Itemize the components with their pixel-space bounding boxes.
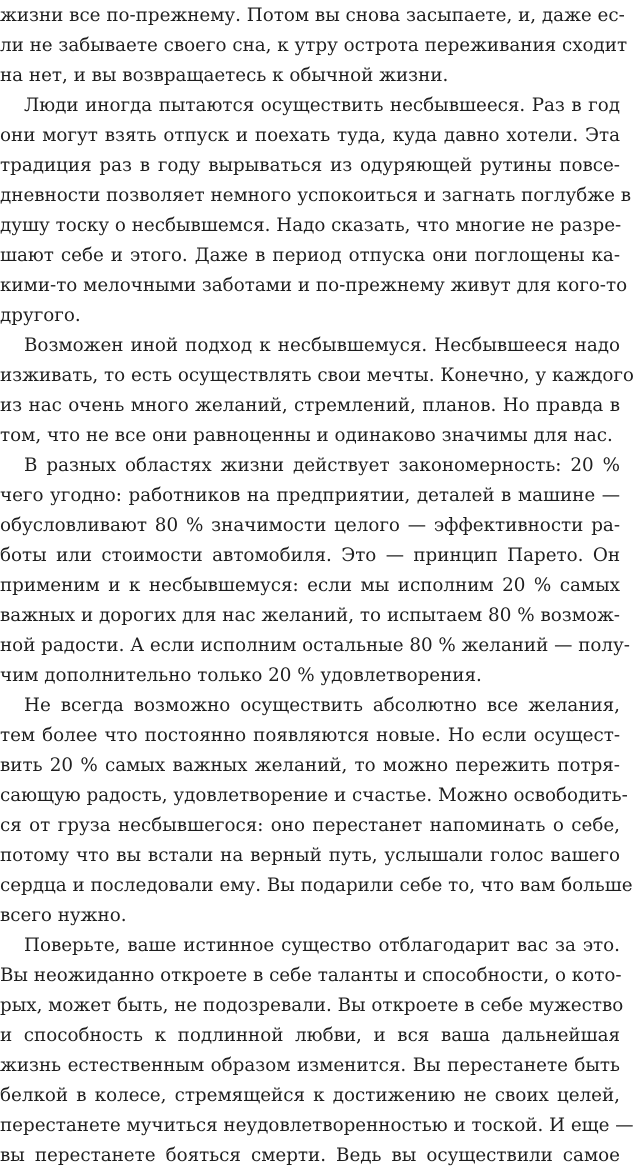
text-line: потому что вы встали на верный путь, услышали голос вашего [0, 845, 620, 866]
text-line: жизнь естественным образом изменится. Вы перестанете быть [0, 1055, 620, 1076]
text-line: рых, может быть, не подозревали. Вы откроете в себе мужество [0, 995, 624, 1016]
text-line: жизни все по-прежнему. Потом вы снова засыпаете, и, даже ес- [0, 5, 625, 26]
text-line: кими-то мелочными заботами и по-прежнему живут для кого-то [0, 275, 628, 296]
text-line: важных и дорогих для нас желаний, то испытаем 80 % возмож- [0, 605, 620, 626]
text-line: сающую радость, удовлетворение и счастье. Можно освободить- [0, 785, 628, 806]
text-line: чим дополнительно только 20 % удовлетворения. [0, 665, 482, 686]
text-line: Поверьте, ваше истинное существо отблагодарит вас за это. [24, 935, 620, 956]
text-line: ся от груза несбывшегося: оно перестанет напоминать о себе, [0, 815, 620, 836]
text-line: обусловливают 80 % значимости целого — эффективности ра- [0, 515, 620, 536]
text-line: Люди иногда пытаются осуществить несбывшееся. Раз в год [24, 95, 620, 116]
text-line: В разных областях жизни действует закономерность: 20 % [24, 455, 620, 476]
text-line: традиция раз в году вырываться из одуряющей рутины повсе- [0, 155, 620, 176]
text-line: том, что не все они равноценны и одинаково значимы для нас. [0, 425, 613, 446]
text-line: Возможен иной подход к несбывшемуся. Несбывшееся надо [24, 335, 620, 356]
text-line: применим и к несбывшемуся: если мы исполним 20 % самых [0, 575, 620, 596]
text-line: чего угодно: работников на предприятии, деталей в машине — [0, 485, 620, 506]
text-line: и способность к подлинной любви, и вся ваша дальнейшая [0, 1025, 620, 1046]
text-line: изживать, то есть осуществлять свои мечты. Конечно, у каждого [0, 365, 634, 386]
text-line: они могут взять отпуск и поехать туда, куда давно хотели. Эта [0, 125, 620, 146]
text-line: боты или стоимости автомобиля. Это — принцип Парето. Он [0, 545, 620, 566]
text-line: сердца и последовали ему. Вы подарили себе то, что вам больше [0, 875, 633, 896]
text-line: ной радости. А если исполним остальные 80 % желаний — полу- [0, 635, 630, 656]
text-line: всего нужно. [0, 905, 127, 926]
text-line: вы перестанете бояться смерти. Ведь вы осуществили самое [0, 1145, 620, 1166]
text-line: душу тоску о несбывшемся. Надо сказать, что многие не разре- [0, 215, 622, 236]
text-line: Вы неожиданно откроете в себе таланты и способности, о кото- [0, 965, 622, 986]
text-line: белкой в колесе, стремящейся к достижению не своих целей, [0, 1085, 620, 1106]
text-line: ли не забываете своего сна, к утру острота переживания сходит [0, 35, 628, 56]
text-line: тем более что постоянно появляются новые. Но если осущест- [0, 725, 620, 746]
text-line: на нет, и вы возвращаетесь к обычной жизни. [0, 65, 449, 86]
text-line: перестанете мучиться неудовлетворенностью и тоской. И еще — [0, 1115, 634, 1136]
text-line: дневности позволяет немного успокоиться и загнать поглубже в [0, 185, 631, 206]
text-line: Не всегда возможно осуществить абсолютно все желания, [24, 695, 620, 716]
text-line: вить 20 % самых важных желаний, то можно пережить потря- [0, 755, 620, 776]
text-line: другого. [0, 305, 81, 326]
text-line: из нас очень много желаний, стремлений, планов. Но правда в [0, 395, 620, 416]
text-line: шают себе и этого. Даже в период отпуска они поглощены ка- [0, 245, 620, 266]
